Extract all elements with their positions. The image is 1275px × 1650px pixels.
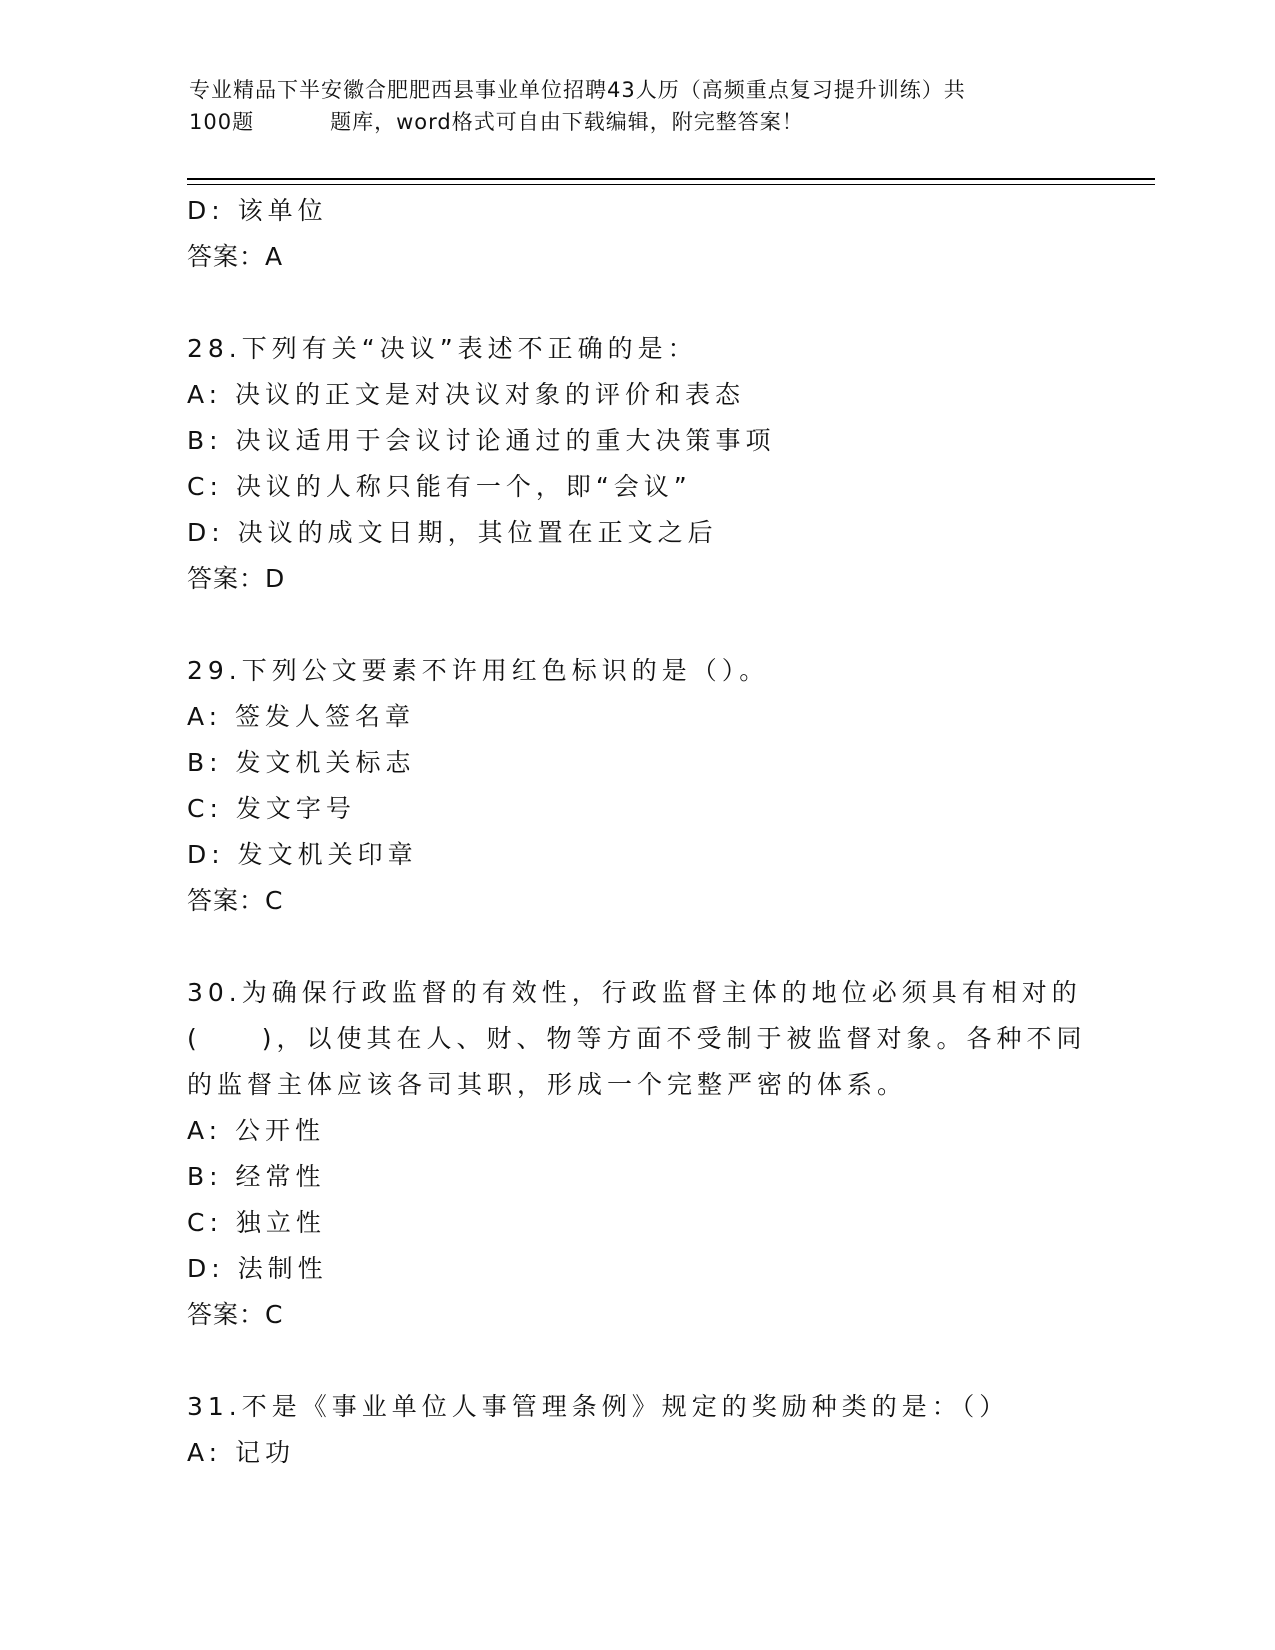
- answer-line: 答案：D: [187, 564, 286, 593]
- option-d: D: 决议的成文日期，其位置在正文之后: [187, 518, 718, 547]
- option-d: D: 发文机关印章: [187, 840, 418, 869]
- option-a: A: 记功: [187, 1438, 296, 1467]
- block-spacer: [187, 924, 1087, 970]
- question-content: [187, 188, 1087, 1476]
- option-a: A: 决议的正文是对决议对象的评价和表态: [187, 380, 746, 409]
- header-line-2-suffix: 题库，word格式可自由下载编辑，附完整答案！: [330, 110, 804, 134]
- answer-line: 答案：A: [187, 242, 284, 271]
- option-a: A: 签发人签名章: [187, 702, 416, 731]
- option-c: C: 发文字号: [187, 794, 356, 823]
- question-30-line-3: 的监督主体应该各司其职，形成一个完整严密的体系。: [187, 1070, 908, 1099]
- header-rule-thin: [187, 184, 1155, 185]
- block-spacer: [187, 602, 1087, 648]
- answer-line: 答案：C: [187, 1300, 284, 1329]
- option-a: A: 公开性: [187, 1116, 326, 1145]
- question-30-line-1: 30.为确保行政监督的有效性，行政监督主体的地位必须具有相对的: [187, 978, 1082, 1007]
- option-c: C: 独立性: [187, 1208, 326, 1237]
- question-28: 28.下列有关“决议”表述不正确的是：: [187, 334, 698, 363]
- option-d: D: 法制性: [187, 1254, 328, 1283]
- page-header: [189, 74, 1089, 138]
- question-29: 29.下列公文要素不许用红色标识的是（）。: [187, 656, 770, 685]
- option-b: B: 决议适用于会议讨论通过的重大决策事项: [187, 426, 776, 455]
- option-d: D: 该单位: [187, 196, 328, 225]
- question-30-line-2: ( )，以使其在人、财、物等方面不受制于被监督对象。各种不同: [187, 1024, 1087, 1053]
- header-line-2: [189, 106, 1089, 138]
- option-b: B: 发文机关标志: [187, 748, 416, 777]
- block-spacer: [187, 280, 1087, 326]
- header-line-1: 专业精品下半安徽合肥肥西县事业单位招聘43人历（高频重点复习提升训练）共: [189, 78, 966, 102]
- option-c: C: 决议的人称只能有一个，即“会议”: [187, 472, 692, 501]
- header-rule-thick: [187, 178, 1155, 180]
- header-line-2-prefix: 100题: [189, 110, 255, 134]
- answer-line: 答案：C: [187, 886, 284, 915]
- block-spacer: [187, 1338, 1087, 1384]
- question-31: 31.不是《事业单位人事管理条例》规定的奖励种类的是：（）: [187, 1392, 1010, 1421]
- option-b: B: 经常性: [187, 1162, 326, 1191]
